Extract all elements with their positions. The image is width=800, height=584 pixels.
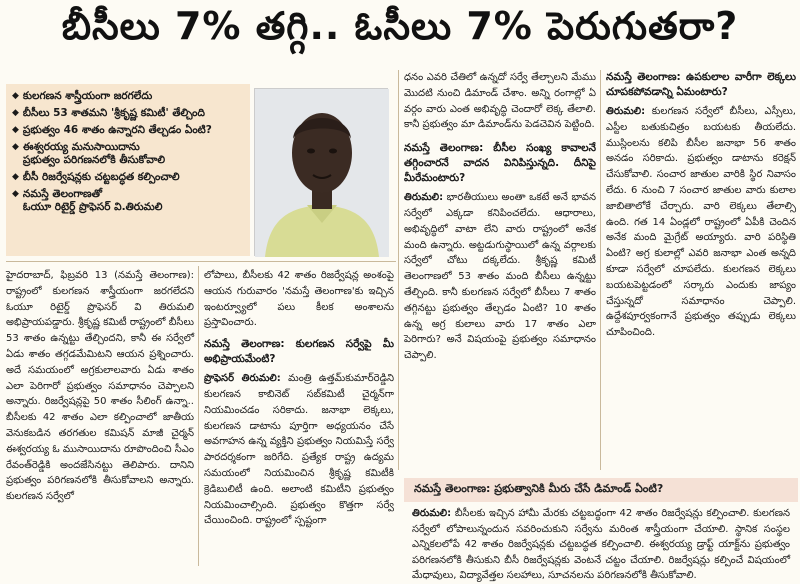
answer-text: మంత్రి ఉత్తమ్‌కుమార్‌రెడ్డిని కులగణన కాబినెట్ సబ్‌కమిటీ చైర్మన్‌గా నియమించడం సరికాదు. జనాభా లెక్కలు, కులగణన డాటాను పూర్తిగా అధ్యయనం చేసే అవగాహన ఉన్న వ్యక్తిని ప్రభుత్వం నియమిస్తే సర్వే పారదర్శకంగా జరిగేది. ప్రత్యేక రాష్ట్ర ఉద్యమ సమయంలో నియమించిన శ్రీకృష్ణ కమిటీకి క్రెడిబులిటీ ఉంది. అలాంటి కమిటీని ప్రభుత్వం నియమించాల్సింది. ప్రభుత్వం కొత్తగా సర్వే చేయించింది. రాష్ట్రంలో స్పష్టంగా [204, 373, 394, 527]
highlight-item [12, 90, 244, 103]
article-column-1 [6, 268, 194, 568]
article-paragraph: లోపాలు, బీసీలకు 42 శాతం రిజర్వేషన్ల అంశంపై ఆయన గురువారం 'నమస్తే తెలంగాణ'కు ఇచ్చిన ఇంటర్వ్యూలో పలు కీలక అంశాలను ప్రస్తావించారు. [204, 270, 394, 329]
highlight-item [12, 188, 244, 214]
headline: బీసీలు 7% తగ్గి.. ఓసీలు 7% పెరుగుతరా? [61, 4, 739, 48]
bullet-icon: ◆ [12, 108, 19, 118]
article-column-3 [404, 70, 596, 472]
answer-label: తిరుమలి: [606, 106, 646, 117]
highlight-item [12, 141, 244, 167]
highlights-box [6, 84, 250, 256]
answer-label: ప్రొఫెసర్ తిరుమలి: [204, 373, 281, 385]
answer-label: తిరుమలి: [404, 192, 444, 204]
highlight-item [12, 124, 244, 137]
portrait-photo [254, 88, 388, 256]
demand-answer-box [404, 502, 798, 581]
question-heading: నమస్తే తెలంగాణ: బీసీల సంఖ్య కావాలనే తగ్గించారనే వాదన వినిపిస్తున్నది. దీనిపై మీరేమంటారు? [404, 142, 596, 185]
highlight-item [12, 171, 244, 184]
bullet-icon: ◆ [12, 125, 19, 135]
bullet-icon: ◆ [12, 91, 19, 101]
article-column-2 [204, 268, 394, 568]
answer-text: కులగణన సర్వేలో బీసీలు, ఎస్సీలు, ఎస్టీల బతుకుచిత్రం బయటకు తీయలేదు. ముస్లింలను కలిపి బీసీల జనాభా 56 శాతం అనడం సరికాదు. ప్రభుత్వం డాటాను కరెక్షన్ చేసుకోవాలి. సంచార జాతుల వారికి స్థిర నివాసం లేదు. 6 నుంచి 7 సంచార జాతుల వారు కులాల జాబితాలోకే చేర్చారు. వారి లెక్కలు తేలాల్సి ఉంది. గత 14 ఏండ్లలో రాష్ట్రంలో ఏపీకి చెందిన అనేక మంది మైగ్రేట్ అయ్యారు. వారి పరిస్థితి ఏంటి? అగ్ర కులాల్లో ఎవరి జనాభా ఎంత అన్నది కూడా సర్వేలో చూపలేదు. కులగణన లెక్కలు బయటపెట్టడంలో సర్కారు ఎందుకు జాప్యం చేస్తున్నదో సమాధానం చెప్పాలి. ఉద్దేశపూర్వకంగానే ప్రభుత్వం తప్పుడు లెక్కలు చూపించింది. [606, 106, 796, 339]
answer-text: భారతీయులు అంతా ఒకటే అనే భావన సర్వేలో ఎక్కడా కనిపించలేదు. ఆధారాలు, అభివృద్ధిలో వాటా లేని వారు రాష్ట్రంలో అనేక మంది ఉన్నారు. అట్టడుగుస్థాయిలో ఉన్న వర్గాలకు సర్వేలో చోటు దక్కలేదు. శ్రీకృష్ణ కమిటీ తెలంగాణలో 53 శాతం మంది బీసీలు ఉన్నట్టు తేల్చింది. కానీ కులగణన సర్వేలో బీసీలు 7 శాతం తగ్గినట్టు ప్రభుత్వం తేల్చడం ఏంటి? 10 శాతం ఉన్న అగ్ర కులాలు వారు 17 శాతం ఎలా పెరిగారు? అనే విషయంపై ప్రభుత్వం సమాధానం చెప్పాలి. [404, 192, 596, 362]
question-heading: నమస్తే తెలంగాణ: కులగణన సర్వేపై మీ అభిప్రాయమేంటి? [204, 338, 394, 366]
portrait-illustration [255, 89, 389, 257]
answer-text: బీసీలకు ఇచ్చిన హామీ మేరకు చట్టబద్ధంగా 42 శాతం రిజర్వేషన్లు కల్పించాలి. కులగణన సర్వేలో లోపాలున్నందున సవరించుకుని సర్వేను మరింత శాస్త్రీయంగా చేయాలి. స్థానిక సంస్థల ఎన్నికలలోపే 42 శాతం రిజర్వేషన్లకు చట్టబద్ధత కల్పించాలి. ఈశ్వరయ్య డ్రాఫ్ట్ యాక్ట్‌ను ప్రభుత్వం పరిగణనలోకి తీసుకుని బీసీ రిజర్వేషన్లకు వెంటనే చట్టం చేయాలి. రిజర్వేషన్లు కల్పించే విషయంలో మేధావులు, విద్యావేత్తల సలహాలు, సూచనలను పరిగణనలోకి తీసుకోవాలి. [412, 508, 790, 581]
highlight-line: కులగణన శాస్త్రీయంగా జరగలేదు [22, 90, 153, 102]
demand-question-heading: నమస్తే తెలంగాణ: ప్రభుత్వానికి మీరు చేసే డిమాండ్ ఏంటి? [404, 478, 798, 502]
bullet-icon: ◆ [12, 172, 19, 182]
bullet-icon: ◆ [12, 142, 19, 152]
article-paragraph: హైదరాబాద్, ఫిబ్రవరి 13 (నమస్తే తెలంగాణ): రాష్ట్రంలో కులగణన శాస్త్రీయంగా జరగలేదని ఓయూ రిటైర్డ్ ప్రొఫెసర్ వి తిరుమలి అభిప్రాయపడ్డారు. శ్రీకృష్ణ కమిటీ రాష్ట్రంలో బీసీలు 53 శాతం ఉన్నట్టు తేల్చిందని, కానీ ఈ సర్వేలో ఏడు శాతం తగ్గడమేమిటని ఆయన ప్రశ్నించారు. అదే సమయంలో అగ్రకులాలవారు ఏడు శాతం ఎలా పెరిగారో ప్రభుత్వం సమాధానం చెప్పాలని అన్నారు. రిజర్వేషన్లపై 50 శాతం సీలింగ్ ఉన్నా.. బీసీలకు 42 శాతం ఎలా కల్పించాలో జాతీయ వెనుకబడిన తరగతుల కమిషన్ మాజీ చైర్మన్ ఈశ్వరయ్య ఓ ముసాయిదాను రూపొందించి సీఎం రేవంత్‌రెడ్డికి అందజేసినట్టు తెలిపారు. దానిని ప్రభుత్వం పరిగణనలోకి తీసుకోవాలని అన్నారు. కులగణన సర్వేలో [6, 270, 194, 503]
article-column-4 [606, 70, 796, 472]
highlight-item [12, 107, 244, 120]
answer-label: తిరుమలి: [412, 508, 452, 519]
highlight-line: నమస్తే తెలంగాణతో [22, 188, 102, 200]
question-heading: నమస్తే తెలంగాణ: ఉపకులాల వారీగా లెక్కలు చూపకపోవడాన్ని ఏమంటారు? [606, 71, 796, 98]
article-paragraph: ధనం ఎవరి చేతిలో ఉన్నదో సర్వే తేల్చాలని మేము మొదటి నుంచి డిమాండ్ చేశాం. అన్ని రంగాల్లో ఏ వర్గం వారు ఎంత అభివృద్ధి చెందారో లెక్క తేలాలి. కానీ ప్రభుత్వం మా డిమాండ్‌ను పెడచెవిన పెట్టింది. [404, 72, 596, 131]
highlight-line: బీసీ రిజర్వేషన్లకు చట్టబద్ధత కల్పించాలి [22, 171, 180, 183]
highlight-line: ఈశ్వరయ్య మనుసాయిదాను [22, 141, 140, 153]
highlight-line: బీసీలు 53 శాతమని 'శ్రీకృష్ణ కమిటీ' తేల్చింది [22, 107, 205, 119]
highlight-line: ప్రభుత్వం పరిగణనలోకి తీసుకోవాలి [22, 154, 166, 166]
highlight-line: ఓయూ రిటైర్డ్ ప్రొఫెసర్ వి.తిరుమలి [22, 201, 163, 213]
bullet-icon: ◆ [12, 189, 19, 199]
highlight-line: ప్రభుత్వం 46 శాతం ఉన్నారని తేల్చడం ఏంటి? [22, 124, 212, 136]
